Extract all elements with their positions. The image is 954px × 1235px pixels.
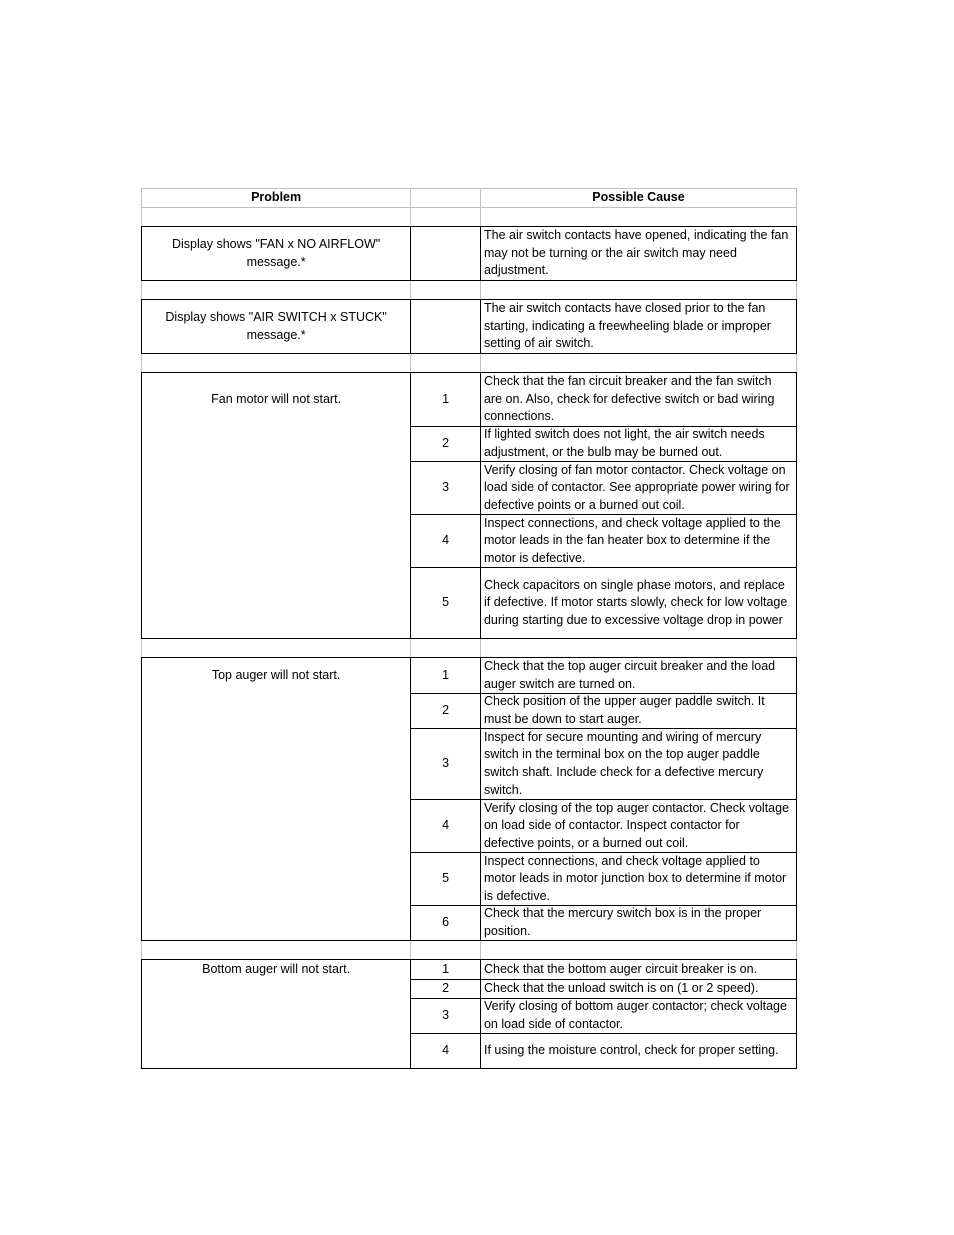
- cause-cell: [481, 300, 796, 353]
- problem-cell: [142, 1033, 411, 1068]
- problem-cell: [142, 979, 411, 998]
- cause-text: Verify closing of the top auger contactor. Check voltage on load side of contactor. Inspect contactor for defective points, or a burned out coil.: [483, 800, 790, 850]
- table-row: [142, 567, 796, 638]
- step-number-cell: 3: [411, 461, 481, 514]
- step-number-cell: 1: [411, 373, 481, 426]
- cause-cell: [481, 1033, 796, 1068]
- cause-text: Check that the bottom auger circuit breaker is on.: [483, 961, 758, 976]
- cause-cell: [481, 693, 796, 728]
- step-number-cell: 2: [411, 979, 481, 998]
- cause-cell: [481, 998, 796, 1033]
- step-number-cell: 5: [411, 567, 481, 638]
- cause-cell: [481, 514, 796, 567]
- cause-text: Check that the fan circuit breaker and the fan switch are on. Also, check for defective switch or bad wiring connections.: [483, 374, 775, 424]
- table-row: [142, 227, 796, 280]
- spacer-row: [141, 281, 797, 299]
- cause-text: Check capacitors on single phase motors, and replace if defective. If motor starts slowly, check for low voltage during starting due to excessive voltage drop in power: [483, 577, 788, 627]
- cause-cell: [481, 227, 796, 280]
- problem-cell: [142, 728, 411, 799]
- cause-cell: [481, 658, 796, 693]
- step-number-cell: 6: [411, 905, 481, 940]
- spacer-cell: [481, 281, 796, 299]
- problem-cell: Bottom auger will not start.: [142, 960, 411, 979]
- problem-column-header: Problem: [142, 189, 411, 207]
- problem-group: [141, 657, 797, 941]
- spacer-cell: [481, 208, 796, 226]
- problem-group: [141, 959, 797, 1069]
- cause-cell: [481, 852, 796, 905]
- cause-cell: [481, 960, 796, 979]
- cause-text: Inspect connections, and check voltage applied to motor leads in motor junction box to determine if motor is defective.: [483, 853, 787, 903]
- cause-cell: [481, 905, 796, 940]
- problem-group: [141, 372, 797, 639]
- cause-text: Verify closing of fan motor contactor. Check voltage on load side of contactor. See appropriate power wiring for defective points or a burned out coil.: [483, 462, 790, 512]
- table-row: [142, 658, 796, 693]
- cause-cell: [481, 461, 796, 514]
- problem-cell: [142, 567, 411, 638]
- step-number-cell: 4: [411, 1033, 481, 1068]
- table-row: [142, 300, 796, 353]
- table-row: [142, 905, 796, 940]
- cause-text: The air switch contacts have opened, indicating the fan may not be turning or the air switch may need adjustment.: [483, 228, 789, 278]
- spacer-cell: [142, 208, 411, 226]
- cause-text: If using the moisture control, check for proper setting.: [483, 1043, 779, 1058]
- cause-text: The air switch contacts have closed prior to the fan starting, indicating a freewheeling blade or improper setting of air switch.: [483, 301, 771, 351]
- spacer-cell: [411, 639, 481, 657]
- spacer-row: [141, 639, 797, 657]
- table-row: [142, 728, 796, 799]
- problem-cell: Display shows "FAN x NO AIRFLOW" message.*: [142, 227, 411, 280]
- cause-text: Inspect connections, and check voltage applied to the motor leads in the fan heater box to determine if the motor is defective.: [483, 515, 781, 565]
- spacer-cell: [481, 639, 796, 657]
- table-row: [142, 426, 796, 461]
- cause-cell: [481, 979, 796, 998]
- step-number-cell: 5: [411, 852, 481, 905]
- cause-column-header: Possible Cause: [592, 190, 685, 205]
- table-row: [142, 693, 796, 728]
- problem-cell: Top auger will not start.: [142, 658, 411, 693]
- step-number-cell: 4: [411, 514, 481, 567]
- step-number-cell: 2: [411, 693, 481, 728]
- problem-cell: Fan motor will not start.: [142, 373, 411, 426]
- table-header: [141, 188, 797, 208]
- cause-text: Check that the mercury switch box is in the proper position.: [483, 906, 762, 938]
- spacer-cell: [411, 941, 481, 959]
- table-row: [142, 979, 796, 998]
- spacer-row: [141, 208, 797, 226]
- problem-group: [141, 226, 797, 281]
- table-row: [142, 373, 796, 426]
- spacer-cell: [411, 354, 481, 372]
- problem-cell: [142, 998, 411, 1033]
- step-number-cell: [411, 227, 481, 280]
- problem-cell: [142, 461, 411, 514]
- step-number-cell: 3: [411, 728, 481, 799]
- step-number-cell: 1: [411, 658, 481, 693]
- spacer-cell: [411, 208, 481, 226]
- cause-cell: [481, 567, 796, 638]
- spacer-cell: [142, 639, 411, 657]
- problem-cell: [142, 514, 411, 567]
- number-column-header: [411, 189, 481, 207]
- problem-cell: [142, 905, 411, 940]
- cause-cell: [481, 426, 796, 461]
- step-number-cell: 3: [411, 998, 481, 1033]
- spacer-cell: [142, 354, 411, 372]
- spacer-cell: [411, 281, 481, 299]
- spacer-cell: [481, 354, 796, 372]
- problem-cell: [142, 799, 411, 852]
- step-number-cell: 1: [411, 960, 481, 979]
- spacer-cell: [481, 941, 796, 959]
- table-row: [142, 998, 796, 1033]
- problem-group: [141, 299, 797, 354]
- table-row: [142, 852, 796, 905]
- table-row: [142, 514, 796, 567]
- cause-text: Inspect for secure mounting and wiring of mercury switch in the terminal box on the top auger paddle switch shaft. Include check for a defective mercury switch.: [483, 729, 764, 797]
- table-row: [142, 461, 796, 514]
- cause-cell: [481, 373, 796, 426]
- table-body: [141, 208, 797, 1069]
- problem-cell: [142, 693, 411, 728]
- cause-text: Verify closing of bottom auger contactor; check voltage on load side of contactor.: [483, 999, 787, 1031]
- spacer-row: [141, 354, 797, 372]
- table-row: [142, 1033, 796, 1068]
- problem-cell: [142, 426, 411, 461]
- table-row: [142, 960, 796, 979]
- problem-cell: [142, 852, 411, 905]
- cause-text: If lighted switch does not light, the air switch needs adjustment, or the bulb may be burned out.: [483, 427, 765, 459]
- troubleshooting-table: [141, 188, 797, 1069]
- cause-cell: [481, 728, 796, 799]
- cause-text: Check that the unload switch is on (1 or 2 speed).: [483, 981, 759, 996]
- cause-cell: [481, 799, 796, 852]
- cause-text: Check that the top auger circuit breaker and the load auger switch are turned on.: [483, 658, 776, 691]
- table-row: [142, 799, 796, 852]
- problem-cell: Display shows "AIR SWITCH x STUCK" message.*: [142, 300, 411, 353]
- spacer-cell: [142, 941, 411, 959]
- step-number-cell: 4: [411, 799, 481, 852]
- spacer-row: [141, 941, 797, 959]
- step-number-cell: 2: [411, 426, 481, 461]
- spacer-cell: [142, 281, 411, 299]
- cause-text: Check position of the upper auger paddle switch. It must be down to start auger.: [483, 694, 765, 726]
- step-number-cell: [411, 300, 481, 353]
